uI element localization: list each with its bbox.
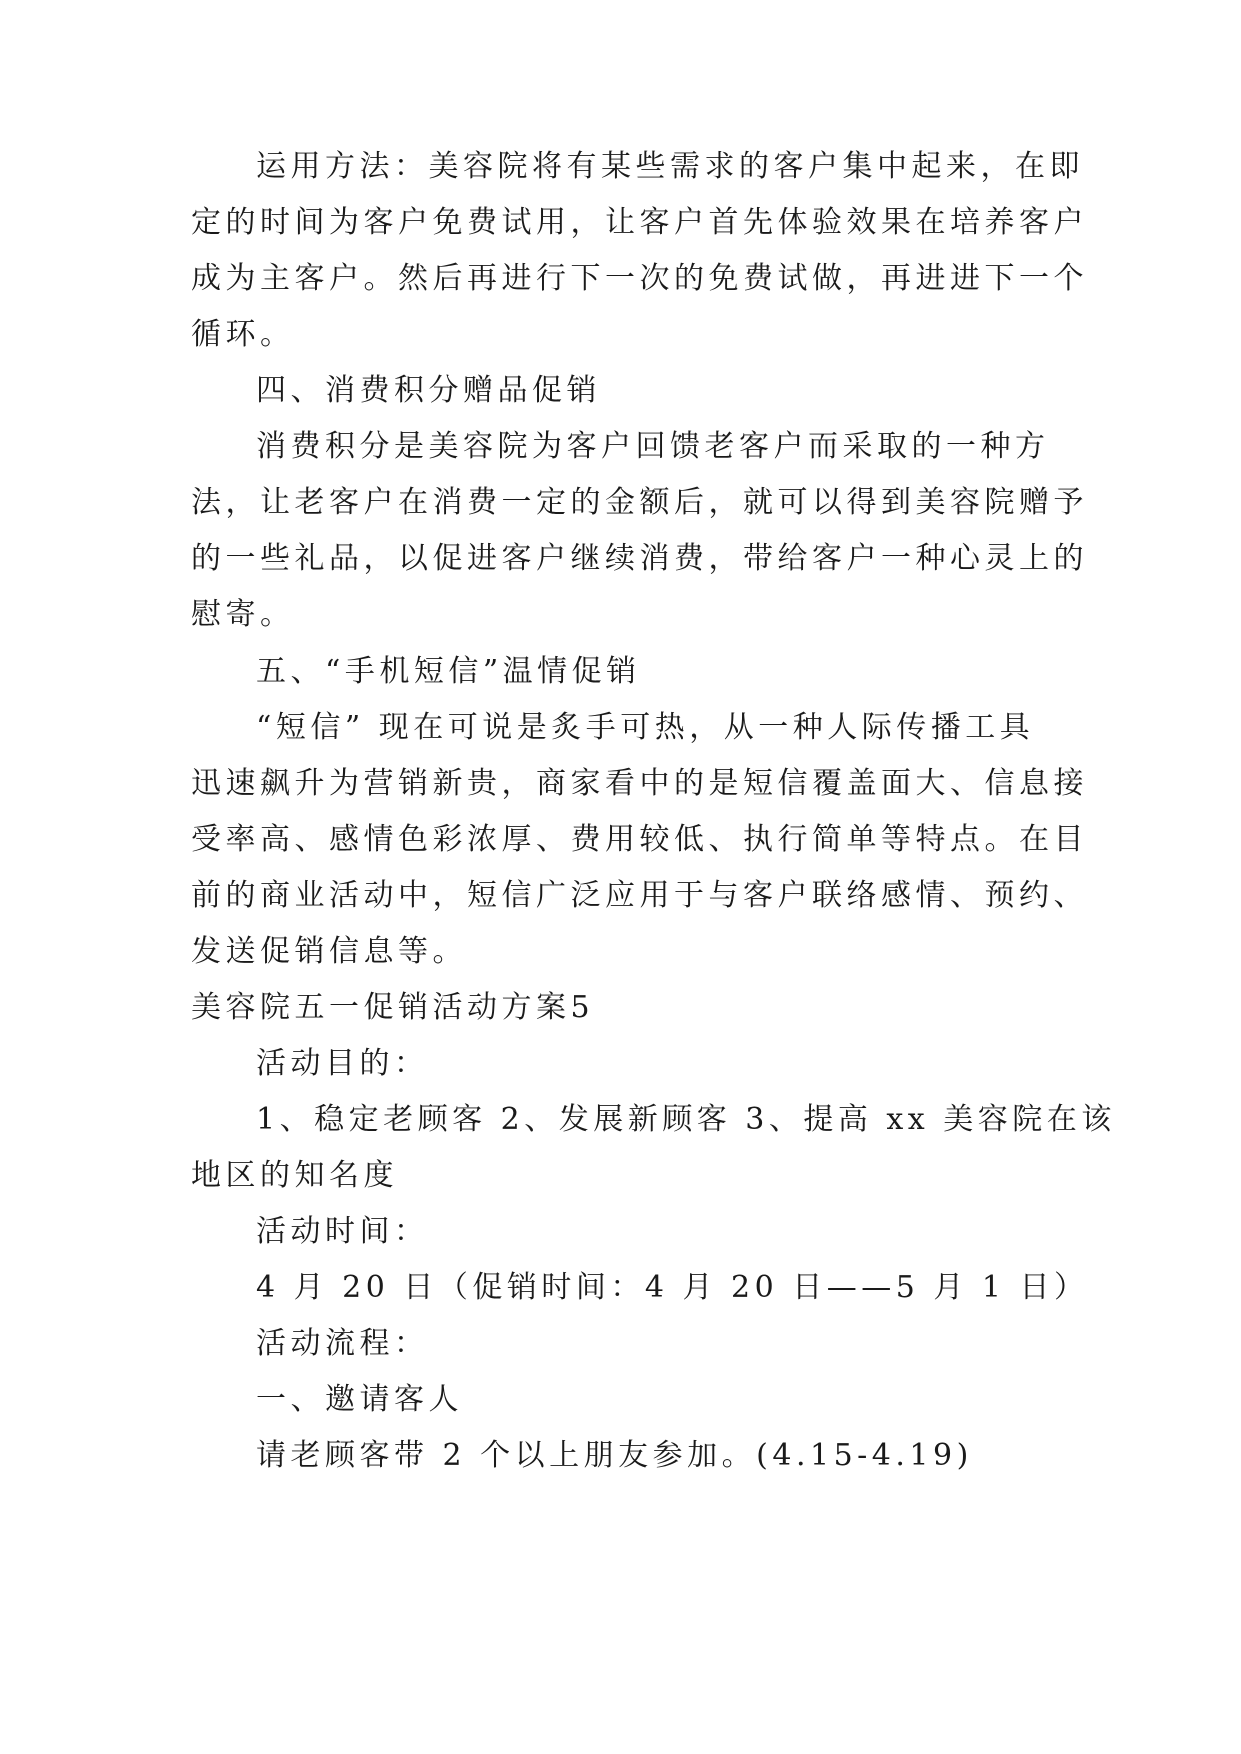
paragraph-purpose-line-1: 1、稳定老顾客 2、发展新顾客 3、提高 xx 美容院在该 (256, 1102, 1116, 1137)
section-heading-sms-promotion: 五、“手机短信”温情促销 (256, 654, 641, 689)
paragraph-points-line-4: 慰寄。 (191, 597, 295, 632)
paragraph-sms-line-3: 受率高、感情色彩浓厚、费用较低、执行简单等特点。在目 (191, 822, 1088, 857)
paragraph-points-line-3: 的一些礼品，以促进客户继续消费，带给客户一种心灵上的 (191, 541, 1088, 576)
heading-activity-time: 活动时间： (256, 1214, 429, 1249)
paragraph-points-line-2: 法，让老客户在消费一定的金额后，就可以得到美容院赠予 (191, 485, 1088, 520)
paragraph-sms-line-1: “短信” 现在可说是炙手可热，从一种人际传播工具 (256, 710, 1035, 745)
paragraph-usage-method-line-4: 循环。 (191, 317, 295, 352)
heading-invite-guests: 一、邀请客人 (256, 1382, 463, 1417)
paragraph-purpose-line-2: 地区的知名度 (191, 1158, 398, 1193)
paragraph-points-line-1: 消费积分是美容院为客户回馈老客户而采取的一种方 (256, 429, 1050, 464)
paragraph-invite-guests: 请老顾客带 2 个以上朋友参加。(4.15-4.19) (256, 1438, 973, 1473)
paragraph-usage-method-line-1: 运用方法：美容院将有某些需求的客户集中起来，在即 (256, 149, 1084, 184)
paragraph-usage-method-line-2: 定的时间为客户免费试用，让客户首先体验效果在培养客户 (191, 205, 1088, 240)
paragraph-sms-line-5: 发送促销信息等。 (191, 934, 467, 969)
heading-activity-process: 活动流程： (256, 1326, 429, 1361)
heading-activity-purpose: 活动目的： (256, 1046, 429, 1081)
section-heading-points-promotion: 四、消费积分赠品促销 (256, 373, 601, 408)
document-title-plan-5: 美容院五一促销活动方案5 (191, 990, 595, 1025)
paragraph-activity-time: 4 月 20 日（促销时间：4 月 20 日——5 月 1 日） (256, 1270, 1089, 1305)
paragraph-sms-line-4: 前的商业活动中，短信广泛应用于与客户联络感情、预约、 (191, 878, 1088, 913)
paragraph-sms-line-2: 迅速飙升为营销新贵，商家看中的是短信覆盖面大、信息接 (191, 766, 1088, 801)
paragraph-usage-method-line-3: 成为主客户。然后再进行下一次的免费试做，再进进下一个 (191, 261, 1088, 296)
